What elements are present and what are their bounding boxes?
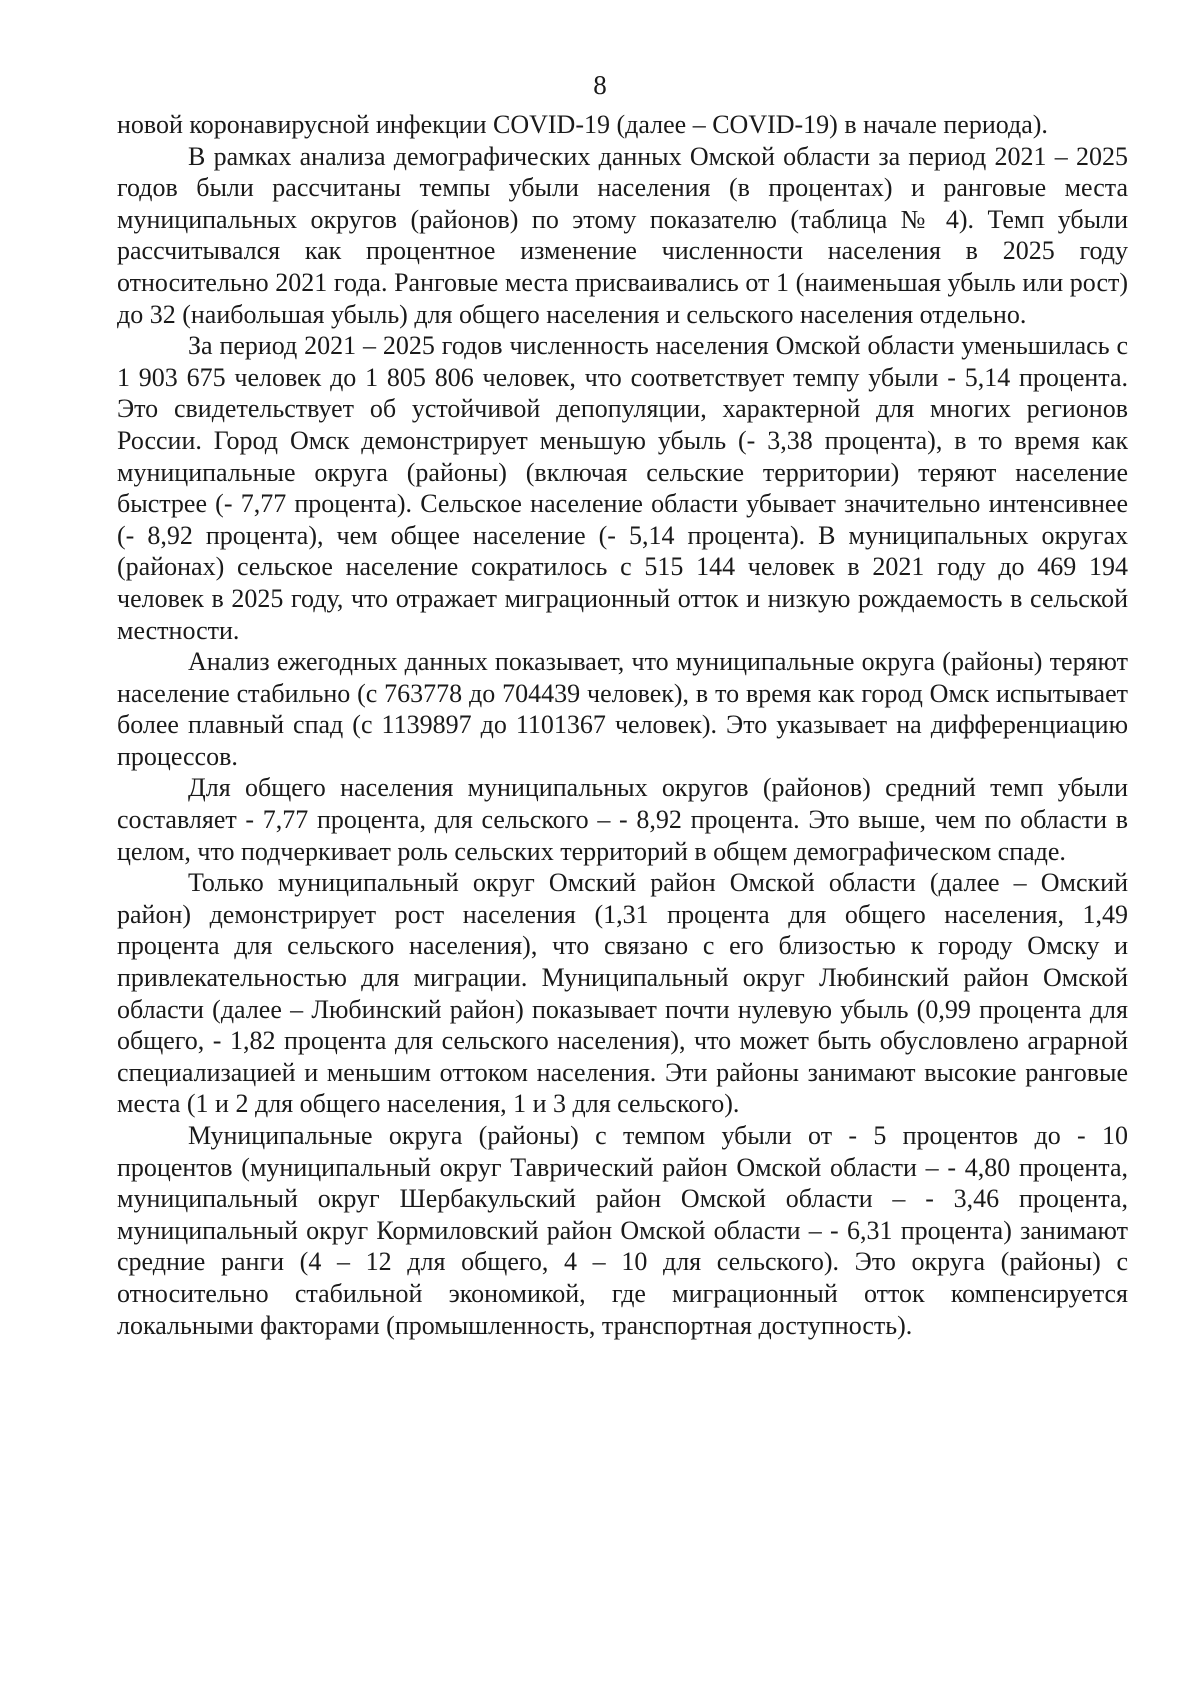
- paragraph-annual-data: Анализ ежегодных данных показывает, что муниципальные округа (районы) теряют население стабильно (с 763778 до 704439 человек), в то время как город Омск испытывает более плавный спад (с 1139897 до 1101367 человек). Это указывает на дифференциацию процессов.: [117, 647, 1128, 771]
- page-number: 8: [593, 70, 607, 100]
- paragraph-average-rate: Для общего населения муниципальных округов (районов) средний темп убыли составляет - 7,77 процента, для сельского – - 8,92 процента. Это выше, чем по области в целом, что подчеркивает роль сельских территорий в общем демографическом спаде.: [117, 773, 1128, 866]
- paragraph-continuation: новой коронавирусной инфекции COVID-19 (далее – COVID-19) в начале периода).: [117, 110, 1048, 139]
- paragraph-middle-ranks: Муниципальные округа (районы) с темпом убыли от - 5 процентов до - 10 процентов (муниципальный округ Таврический район Омской области – - 4,80 процента, муниципальный округ Шербакульский район Омской области – - 3,46 процента, муниципальный округ Кормиловский район Омской области – - 6,31 процента) занимают средние ранги (4 – 12 для общего, 4 – 10 для сельского). Это округа (районы) с относительно стабильной экономикой, где миграционный отток компенсируется локальными факторами (промышленность, транспортная доступность).: [117, 1121, 1128, 1340]
- paragraph-population-decline: За период 2021 – 2025 годов численность населения Омской области уменьшилась с 1 903 675 человек до 1 805 806 человек, что соответствует темпу убыли - 5,14 процента. Это свидетельствует об устойчивой депопуляции, характерной для многих регионов России. Город Омск демонстрирует меньшую убыль (- 3,38 процента), в то время как муниципальные округа (районы) (включая сельские территории) теряют население быстрее (- 7,77 процента). Сельское население области убывает значительно интенсивнее (- 8,92 процента), чем общее население (- 5,14 процента). В муниципальных округах (районах) сельское население сократилось с 515 144 человек в 2021 году до 469 194 человек в 2025 году, что отражает миграционный отток и низкую рождаемость в сельской местности.: [117, 331, 1128, 645]
- paragraph-omsky-lyubinsky: Только муниципальный округ Омский район Омской области (далее – Омский район) демонстрирует рост населения (1,31 процента для общего населения, 1,49 процента для сельского населения), что связано с его близостью к городу Омску и привлекательностью для миграции. Муниципальный округ Любинский район Омской области (далее – Любинский район) показывает почти нулевую убыль (0,99 процента для общего, - 1,82 процента для сельского населения), что может быть обусловлено аграрной специализацией и меньшим оттоком населения. Эти районы занимают высокие ранговые места (1 и 2 для общего населения, 1 и 3 для сельского).: [117, 868, 1128, 1119]
- document-body: [117, 109, 1128, 1341]
- paragraph-analysis-method: В рамках анализа демографических данных Омской области за период 2021 – 2025 годов были рассчитаны темпы убыли населения (в процентах) и ранговые места муниципальных округов (районов) по этому показателю (таблица № 4). Темп убыли рассчитывался как процентное изменение численности населения в 2025 году относительно 2021 года. Ранговые места присваивались от 1 (наименьшая убыль или рост) до 32 (наибольшая убыль) для общего населения и сельского населения отдельно.: [117, 141, 1128, 329]
